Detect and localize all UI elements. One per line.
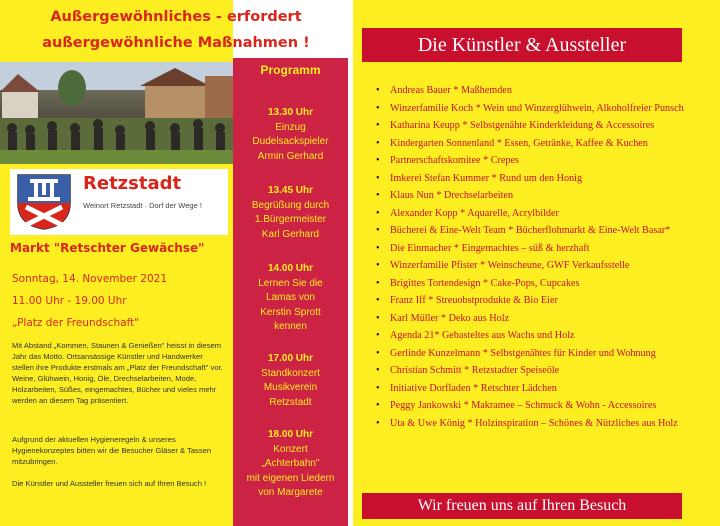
list-item: • Peggy Jankowski * Makramee – Schmuck & Wohn - Accessoires <box>373 399 695 414</box>
program-item-line: Retzstadt <box>269 396 312 408</box>
list-item: • Imkerei Stefan Kummer * Rund um den Honig <box>373 172 695 187</box>
town-coat-of-arms-icon <box>16 173 72 231</box>
program-item-line: Dudelsackspieler <box>252 136 329 147</box>
list-item: • Alexander Kopp * Aquarelle, Acrylbilder <box>373 207 695 222</box>
market-place: „Platz der Freundschaft" <box>12 317 140 329</box>
program-item <box>233 262 348 335</box>
market-photo <box>0 62 233 164</box>
program-item-time: 13.45 Uhr <box>267 185 314 196</box>
program-item-line: kennen <box>274 321 307 332</box>
list-item: • Winzerfamilie Pfister * Weinscheune, GWF Verkaufsstelle <box>373 259 695 274</box>
closing-paragraph: Die Künstler und Aussteller freuen sich auf Ihren Besuch ! <box>12 479 207 488</box>
program-item-line: Konzert <box>273 443 308 455</box>
program-item <box>233 184 348 242</box>
list-item: • Partnerschaftskomitee * Crepes <box>373 154 695 169</box>
program-item-line: „Achterbahn" <box>261 458 320 469</box>
program-item-line: Armin Gerhard <box>257 150 324 162</box>
program-item-time: 13.30 Uhr <box>267 107 314 118</box>
market-photo-illustration <box>0 62 233 164</box>
list-item: • Kindergarten Sonnenland * Essen, Getränke, Kaffee & Kuchen <box>373 137 695 152</box>
list-item: • Karl Müller * Deko aus Holz <box>373 312 695 327</box>
town-subtitle: Weinort Retzstadt · Dorf der Wege ! <box>83 201 202 210</box>
headline-line-2: außergewöhnliche Maßnahmen ! <box>42 35 310 51</box>
exhibitors-title: Die Künstler & Aussteller <box>362 28 682 62</box>
program-title: Programm <box>260 63 321 77</box>
list-item: • Katharina Keupp * Selbstgenähte Kinderkleidung & Accessoires <box>373 119 695 134</box>
list-item: • Christian Schmitt * Retzstadter Speiseöle <box>373 364 695 379</box>
program-item <box>233 352 348 410</box>
description-paragraph: Mit Abstand „Kommen, Staunen & Genießen" heisst in diesem Jahr das Motto. Ortsansässige Künstler und Handwerker stellen ihre Produkte erstmals am „Platz der Freundschaft" vor. Weine, Glühwein, Honig, Öle, Drechselarbeiten, Mode, Holzarbeiten, Süßes, eingemachtes, Bücher und vieles mehr werden an diesem Tag präsentiert. <box>12 341 223 405</box>
program-item-line: Kerstin Sprott <box>260 306 321 318</box>
list-item: • Klaus Nun * Drechselarbeiten <box>373 189 695 204</box>
program-item <box>233 428 348 501</box>
list-item: • Initiative Dorfladen * Retschter Lädchen <box>373 382 695 397</box>
program-item <box>233 106 348 164</box>
program-item-line: Einzug <box>275 121 306 133</box>
market-time: 11.00 Uhr - 19.00 Uhr <box>12 295 127 307</box>
program-item-line: mit eigenen Liedern <box>246 472 335 484</box>
list-item: • Gerlinde Kunzelmann * Selbstgenähtes für Kinder und Wohnung <box>373 347 695 362</box>
program-item-line: von Margarete <box>258 487 323 498</box>
program-item-line: Musikverein <box>263 382 318 393</box>
program-item-line: Lernen Sie die <box>258 277 323 289</box>
list-item: • Brigittes Tortendesign * Cake-Pops, Cupcakes <box>373 277 695 292</box>
program-item-line: Lamas von <box>266 292 315 303</box>
program-item-time: 14.00 Uhr <box>267 263 314 274</box>
market-date: Sonntag, 14. November 2021 <box>12 273 168 285</box>
program-item-line: 1.Bürgermeister <box>254 214 327 225</box>
list-item: • Winzerfamilie Koch * Wein und Winzerglühwein, Alkoholfreier Punsch <box>373 102 695 117</box>
hygiene-paragraph: Aufgrund der aktuellen Hygieneregeln & unseres Hygienekonzeptes bitten wir die Besucher Gläser & Tassen mitzubringen. <box>12 435 212 466</box>
footer-banner: Wir freuen uns auf Ihren Besuch <box>362 493 682 519</box>
list-item: • Agenda 21* Gebasteltes aus Wachs und Holz <box>373 329 695 344</box>
exhibitor-list <box>373 84 695 434</box>
headline <box>0 4 352 56</box>
list-item: • Franz Iff * Streuobstprodukte & Bio Eier <box>373 294 695 309</box>
list-item: • Die Einmacher * Eingemachtes – süß & herzhaft <box>373 242 695 257</box>
program-item-line: Begrüßung durch <box>251 199 330 211</box>
program-item-line: Karl Gerhard <box>261 228 320 240</box>
list-item: • Andreas Bauer * Maßhemden <box>373 84 695 99</box>
list-item: • Bücherei & Eine-Welt Team * Bücherflohmarkt & Eine-Welt Basar* <box>373 224 695 239</box>
program-item-line: Standkonzert <box>261 367 320 379</box>
town-name: Retzstadt <box>83 173 182 194</box>
list-item: • Uta & Uwe König * Holzinspiration – Schönes & Nützliches aus Holz <box>373 417 695 432</box>
program-item-time: 18.00 Uhr <box>267 429 314 440</box>
headline-line-1: Außergewöhnliches - erfordert <box>50 9 302 25</box>
program-item-time: 17.00 Uhr <box>267 353 314 364</box>
market-title: Markt "Retschter Gewächse" <box>10 241 205 255</box>
